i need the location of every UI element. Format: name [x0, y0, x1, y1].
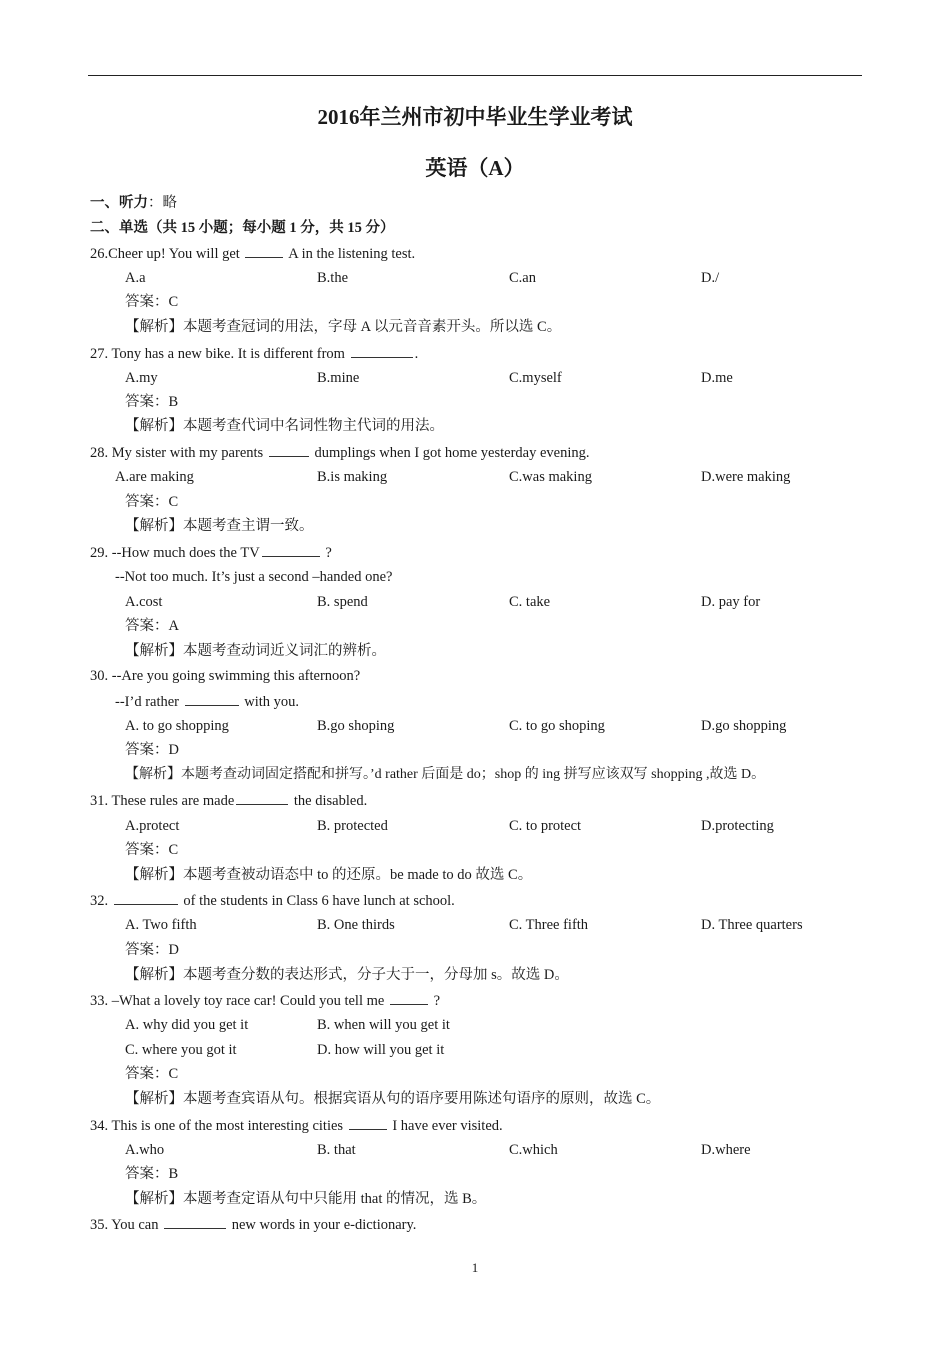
question-32: 32. of the students in Class 6 have lunch at school. [90, 890, 455, 911]
question-29: 29. --How much does the TV ? [90, 542, 332, 563]
q31-option-a: A.protect [125, 818, 180, 834]
q32-answer: 答案：D [125, 942, 179, 958]
q29-option-b: B. spend [317, 594, 368, 610]
q26-answer: 答案：C [125, 294, 179, 310]
q33-answer: 答案：C [125, 1066, 179, 1082]
q28-analysis: 【解析】本题考查主谓一致。 [125, 518, 314, 534]
q34-option-d: D.where [701, 1142, 751, 1158]
header-rule [88, 75, 862, 76]
q29-answer: 答案：A [125, 618, 179, 634]
q30-answer: 答案：D [125, 742, 179, 758]
q31-option-b: B. protected [317, 818, 388, 834]
question-35: 35. You can new words in your e-dictionary. [90, 1214, 416, 1235]
q29-option-c: C. take [509, 594, 551, 610]
question-28: 28. My sister with my parents dumplings when I got home yesterday evening. [90, 442, 589, 463]
q28-option-b: B.is making [317, 469, 388, 485]
q32-option-d: D. Three quarters [701, 917, 803, 933]
q34-option-b: B. that [317, 1142, 356, 1158]
page-number: 1 [471, 1260, 479, 1275]
question-31: 31. These rules are made the disabled. [90, 790, 367, 811]
q27-analysis: 【解析】本题考查代词中名词性物主代词的用法。 [125, 418, 444, 434]
question-26: 26.Cheer up! You will get A in the listening test. [90, 243, 415, 264]
q31-analysis: 【解析】本题考查被动语态中 to 的还原。be made to do 故选 C。 [125, 867, 533, 883]
q34-option-a: A.who [125, 1142, 165, 1158]
q27-option-d: D.me [701, 370, 733, 386]
q29-option-a: A.cost [125, 594, 163, 610]
q29-analysis: 【解析】本题考查动词近义词汇的辨析。 [125, 643, 386, 659]
q34-option-c: C.which [509, 1142, 558, 1158]
q26-option-c: C.an [509, 270, 536, 286]
q33-option-b: B. when will you get it [317, 1017, 450, 1033]
q28-option-a: A.are making [115, 469, 194, 485]
q29-reply: --Not too much. It’s just a second –handed one? [115, 569, 393, 585]
q26-option-d: D./ [701, 270, 720, 286]
exam-title: 2016年兰州市初中毕业生学业考试 [317, 105, 633, 129]
q30-analysis: 【解析】本题考查动词固定搭配和拼写。’d rather 后面是 do；shop 的 ing 拼写应该双写 shopping ,故选 D。 [125, 767, 766, 782]
q33-option-c: C. where you got it [125, 1042, 237, 1058]
q26-option-b: B.the [317, 270, 349, 286]
q30-option-d: D.go shopping [701, 718, 787, 734]
q33-analysis: 【解析】本题考查宾语从句。根据宾语从句的语序要用陈述句语序的原则，故选 C。 [125, 1091, 661, 1107]
q31-option-c: C. to protect [509, 818, 582, 834]
q31-answer: 答案：C [125, 842, 179, 858]
section-listening: 一、听力：略 [90, 195, 177, 211]
q27-option-b: B.mine [317, 370, 360, 386]
q28-option-d: D.were making [701, 469, 791, 485]
question-30: 30. --Are you going swimming this afternoon? [90, 668, 361, 684]
q30-option-b: B.go shoping [317, 718, 395, 734]
q26-analysis: 【解析】本题考查冠词的用法，字母 A 以元音音素开头。所以选 C。 [125, 319, 562, 335]
section-single-choice: 二、单选（共 15 小题；每小题 1 分，共 15 分） [90, 220, 395, 236]
q26-option-a: A.a [125, 270, 146, 286]
q27-option-c: C.myself [509, 370, 562, 386]
q27-answer: 答案：B [125, 394, 179, 410]
q33-option-a: A. why did you get it [125, 1017, 249, 1033]
question-34: 34. This is one of the most interesting cities I have ever visited. [90, 1115, 503, 1136]
q28-option-c: C.was making [509, 469, 592, 485]
q32-option-b: B. One thirds [317, 917, 395, 933]
q32-analysis: 【解析】本题考查分数的表达形式，分子大于一，分母加 s。故选 D。 [125, 967, 569, 983]
exam-subtitle: 英语（A） [425, 156, 525, 180]
q28-answer: 答案：C [125, 494, 179, 510]
question-33: 33. –What a lovely toy race car! Could you tell me ? [90, 990, 440, 1011]
q30-reply: --I’d rather with you. [115, 691, 299, 712]
q33-option-d: D. how will you get it [317, 1042, 445, 1058]
q29-option-d: D. pay for [701, 594, 761, 610]
q27-option-a: A.my [125, 370, 158, 386]
q31-option-d: D.protecting [701, 818, 774, 834]
question-27: 27. Tony has a new bike. It is different from . [90, 343, 418, 364]
q32-option-a: A. Two fifth [125, 917, 197, 933]
q34-analysis: 【解析】本题考查定语从句中只能用 that 的情况，选 B。 [125, 1191, 487, 1207]
q32-option-c: C. Three fifth [509, 917, 589, 933]
q30-option-c: C. to go shoping [509, 718, 605, 734]
q30-option-a: A. to go shopping [125, 718, 229, 734]
q34-answer: 答案：B [125, 1166, 179, 1182]
